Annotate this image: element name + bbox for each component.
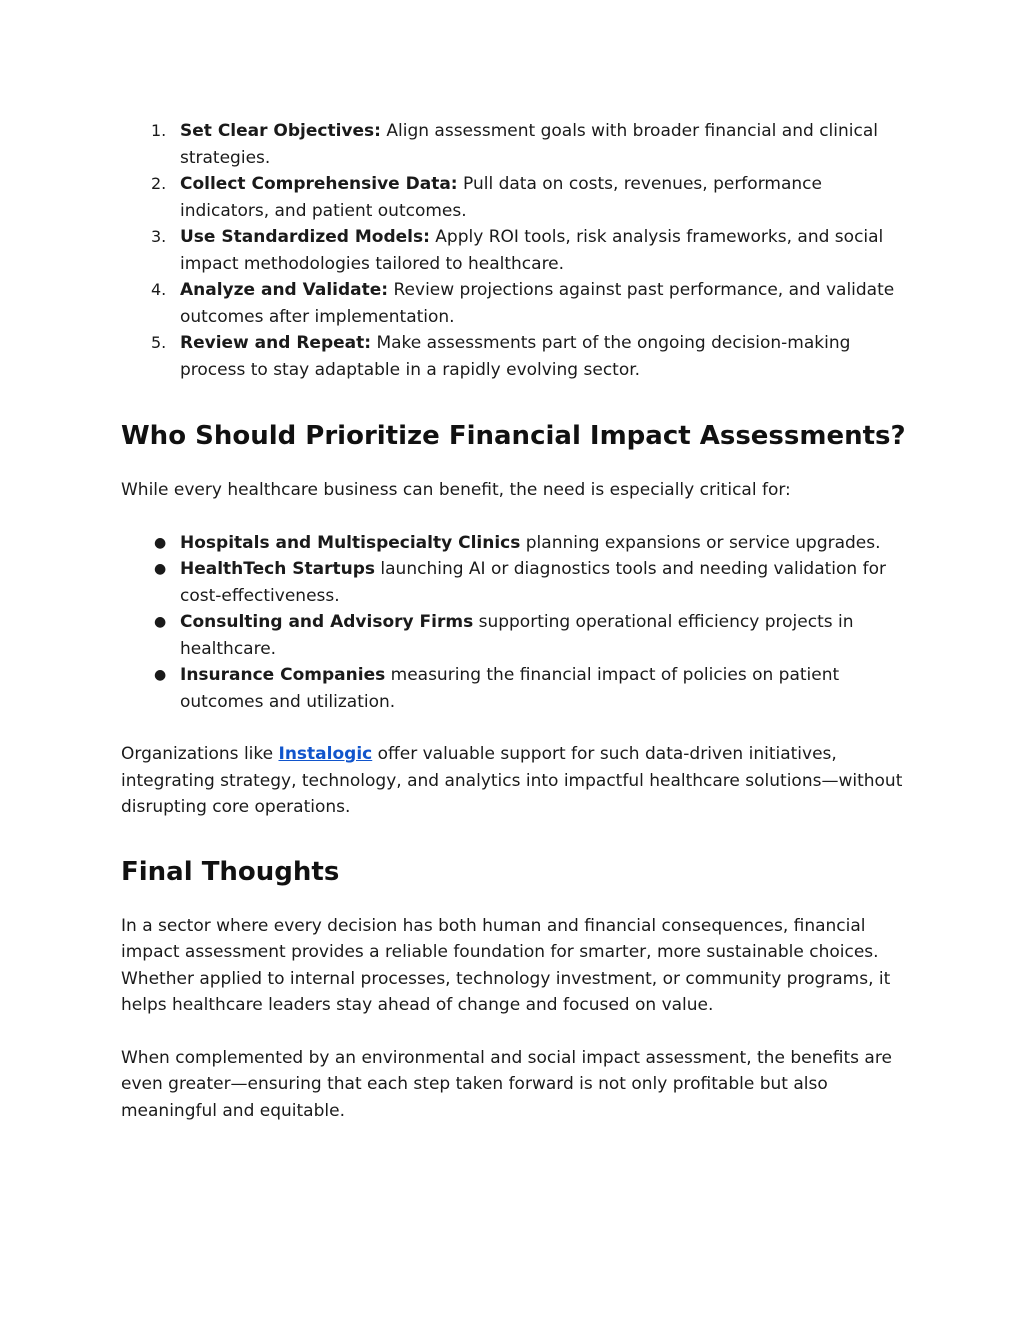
- final-paragraph-1: In a sector where every decision has both human and financial consequences, financial impact assessment provides a reliable foundation for smarter, more sustainable choices. Whether applied to internal processes, technology investment, or community programs, it helps healthcare leaders stay ahead of change and focused on value.: [121, 915, 891, 1015]
- bullet-text: planning expansions or service upgrades.: [520, 532, 881, 553]
- step-title: Analyze and Validate:: [180, 280, 389, 300]
- bullet-icon: ●: [154, 561, 167, 577]
- who-intro-paragraph: While every healthcare business can benefit, the need is especially critical for:: [121, 480, 791, 500]
- steps-list: [121, 118, 911, 383]
- bullet-icon: ●: [154, 667, 167, 683]
- list-item: [121, 662, 911, 715]
- document-page: [121, 118, 911, 1124]
- step-title: Use Standardized Models:: [180, 227, 430, 247]
- step-text: Align assessment goals with broader financial and clinical strategies.: [180, 121, 878, 168]
- step-text: Pull data on costs, revenues, performance indicators, and patient outcomes.: [180, 174, 822, 221]
- bullet-title: Hospitals and Multispecialty Clinics: [180, 532, 521, 553]
- list-number: 1.: [151, 121, 167, 140]
- step-title: Set Clear Objectives:: [180, 121, 381, 141]
- organizations-paragraph: [121, 741, 911, 821]
- list-item: [121, 171, 911, 224]
- list-item: [121, 330, 911, 383]
- list-item: [121, 609, 911, 662]
- bullet-title: HealthTech Startups: [180, 559, 375, 579]
- bullet-icon: ●: [154, 614, 167, 630]
- bullet-title: Consulting and Advisory Firms: [180, 612, 474, 632]
- step-title: Review and Repeat:: [180, 333, 372, 353]
- bullets-list: [121, 530, 911, 716]
- list-number: 4.: [151, 280, 167, 299]
- list-item: [121, 556, 911, 609]
- list-item: [121, 118, 911, 171]
- step-text: Make assessments part of the ongoing decision-making process to stay adaptable in a rapidly evolving sector.: [180, 333, 851, 380]
- list-number: 5.: [151, 333, 167, 352]
- final-paragraph-2: When complemented by an environmental and social impact assessment, the benefits are even greater—ensuring that each step taken forward is not only profitable but also meaningful and equitable.: [121, 1047, 892, 1121]
- bullet-text: measuring the financial impact of policies on patient outcomes and utilization.: [180, 665, 840, 712]
- list-number: 3.: [151, 227, 167, 246]
- list-item: [121, 224, 911, 277]
- list-item: [121, 277, 911, 330]
- step-title: Collect Comprehensive Data:: [180, 174, 458, 194]
- bullet-text: launching AI or diagnostics tools and needing validation for cost-effectiveness.: [180, 559, 886, 606]
- step-text: Apply ROI tools, risk analysis frameworks, and social impact methodologies tailored to healthcare.: [180, 227, 884, 274]
- list-item: [121, 530, 911, 557]
- step-text: Review projections against past performance, and validate outcomes after implementation.: [180, 280, 895, 327]
- bullet-icon: ●: [154, 534, 167, 551]
- section-heading-who: Who Should Prioritize Financial Impact Assessments?: [121, 421, 906, 451]
- section-heading-final: Final Thoughts: [121, 856, 340, 887]
- instalogic-link[interactable]: Instalogic: [278, 744, 373, 764]
- bullet-text: supporting operational efficiency projects in healthcare.: [180, 612, 854, 659]
- list-number: 2.: [151, 174, 167, 193]
- bullet-title: Insurance Companies: [180, 665, 386, 685]
- org-text-before: Organizations like: [121, 744, 279, 764]
- org-text-after: offer valuable support for such data-driven initiatives, integrating strategy, technology, and analytics into impactful healthcare solutions—without disrupting core operations.: [121, 744, 903, 817]
